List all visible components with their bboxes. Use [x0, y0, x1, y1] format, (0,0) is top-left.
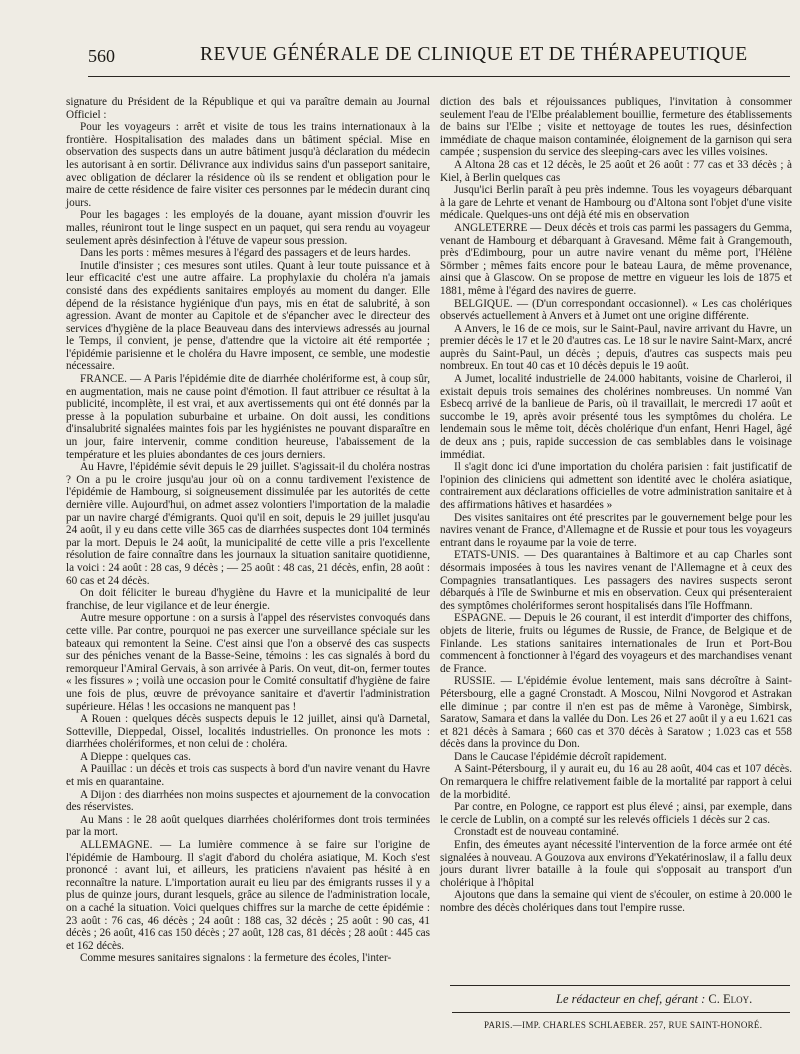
journal-title: REVUE GÉNÉRALE DE CLINIQUE ET DE THÉRAPEUTIQUE: [200, 44, 748, 65]
paragraph: Il s'agit donc ici d'une importation du choléra parisien : fait justificatif de l'opinion des cliniciens qui admettent son identité avec le choléra asiatique, contrairement aux déclarations officielles de votre administration sanitaire et à des affirmations hâtives et hasardées »: [440, 461, 792, 511]
footer-rule: [450, 985, 790, 986]
paragraph: diction des bals et réjouissances publiques, l'invitation à consommer seulement l'eau de l'Elbe préalablement bouillie, fermeture des établissements de bains sur l'Elbe ; visite et nettoyage de toutes les rues, désinfection immédiate de chaque maison contaminée, éloignement de la garnison qui sera campée ; suspension du service des sleeping-cars avec les villes voisines.: [440, 96, 792, 159]
right-column: [440, 96, 792, 915]
paragraph: A Altona 28 cas et 12 décès, le 25 août et 26 août : 77 cas et 33 décès ; à Kiel, à Berlin quelques cas: [440, 158, 792, 184]
paragraph: A Dijon : des diarrhées non moins suspectes et ajournement de la convocation des réservistes.: [66, 788, 430, 814]
paragraph: A Anvers, le 16 de ce mois, sur le Saint-Paul, navire arrivant du Havre, un premier décès le 17 et le 20 d'autres cas. Le 18 sur le navire Saint-Marx, ancré auprès du Saint-Paul, un décès ; depuis, d'autres cas suspects mais peu nombreux. En tout 40 cas et 10 décès depuis le 19 août.: [440, 322, 792, 373]
paragraph-allemagne: ALLEMAGNE. — La lumière commence à se faire sur l'origine de l'épidémie de Hambourg. Il s'agit d'abord du choléra asiatique, M. Koch s'est prononcé : avant lui, et ailleurs, les praticiens n'avaient pas hésité à en reconnaître la nature. L'importation aurait eu lieu par des émigrants russes il y a plus de quinze jours, durant lesquels, grâce au silence de l'administration locale, on a caché la situation. Voici quelques chiffres sur la marche de cette épidémie : 23 août : 76 cas, 46 décès ; 24 août : 188 cas, 32 décès ; 25 août : 90 cas, 41 décès ; 26 août, 416 cas 150 décès ; 27 août, 128 cas, 81 décès ; 28 août : 445 cas et 162 décès.: [66, 839, 430, 952]
paragraph: A Pauillac : un décès et trois cas suspects à bord d'un navire venant du Havre et mis en quarantaine.: [66, 763, 430, 789]
paragraph: Pour les bagages : les employés de la douane, ayant mission d'ouvrir les malles, réuniront tout le linge suspect en un paquet, qui sera rendu au voyageur seulement après désinfection à l'étuve de vapeur sous pression.: [66, 209, 430, 247]
editor-line: Le rédacteur en chef, gérant :: [556, 992, 706, 1006]
paragraph: A Dieppe : quelques cas.: [80, 750, 191, 763]
paragraph: Au Mans : le 28 août quelques diarrhées cholériformes dont trois terminées par la mort.: [66, 813, 430, 839]
footer-rule-lower: [452, 1012, 790, 1013]
paragraph: Enfin, des émeutes ayant nécessité l'intervention de la force armée ont été signalées à nouveau. A Gouzova aux environs d'Yekatérinoslaw, il a fallu deux jours durant livrer bataille à la foule qui s'opposait au transport d'un cholérique à l'hôpital: [440, 839, 792, 889]
paragraph: Ajoutons que dans la semaine qui vient de s'écouler, on estime à 20.000 le nombre des décès cholériques dans tout l'empire russe.: [440, 889, 792, 914]
editor-name: C. Eloy.: [708, 992, 753, 1006]
paragraph: Jusqu'ici Berlin paraît à peu près indemne. Tous les voyageurs débarquant à la gare de Lehrte et venant de Hambourg ou d'Altona sont l'objet d'une visite médicale. Quelques-uns ont déjà été mis en observation: [440, 184, 792, 222]
paragraph: On doit féliciter le bureau d'hygiène du Havre et la municipalité de leur franchise, de leur vigilance et de leur énergie.: [66, 587, 430, 612]
paragraph: Comme mesures sanitaires signalons : la fermeture des écoles, l'inter-: [80, 952, 392, 965]
paragraph: Dans le Caucase l'épidémie décroît rapidement.: [454, 750, 667, 763]
paragraph: Dans les ports : mêmes mesures à l'égard des passagers et de leurs hardes.: [80, 247, 411, 260]
paragraph: Par contre, en Pologne, ce rapport est plus élevé ; ainsi, par exemple, dans le cercle de Lublin, on a compté sur les relevés officiels 1 décès sur 2 cas.: [440, 801, 792, 826]
paragraph-etats-unis: ETATS-UNIS. — Des quarantaines à Baltimore et au cap Charles sont désormais imposées à tous les navires venant de l'Allemagne et à ceux des Compagnies transatlantiques. Les passagers des navires suspects seront débarqués à l'île de Swinburne et mis en observation. Ceux qui présenteraient des symptômes cholériformes seront hospitalisés dans l'île Hoffmann.: [440, 549, 792, 612]
paragraph: A Saint-Pétersbourg, il y aurait eu, du 16 au 28 août, 404 cas et 107 décès. On remarquera le chiffre relativement faible de la mortalité par rapport à celui de la morbidité.: [440, 763, 792, 801]
paragraph-belgique: BELGIQUE. — (D'un correspondant occasionnel). « Les cas cholériques observés actuellement à Anvers et à Jumet ont une origine différente.: [440, 297, 792, 323]
editor-signature: [556, 992, 752, 1007]
page-number: 560: [88, 46, 115, 66]
printer-imprint: PARIS.—IMP. CHARLES SCHLAEBER. 257, RUE SAINT-HONORÉ.: [484, 1020, 763, 1030]
paragraph: Cronstadt est de nouveau contaminé.: [454, 826, 619, 839]
left-column: [66, 96, 430, 965]
paragraph-france: FRANCE. — A Paris l'épidémie dite de diarrhée cholériforme est, à coup sûr, en augmentation, mais ne cause point d'émotion. Il faut attribuer ce résultat à la publicité, incomplète, il est vrai, et aux avertissements qui ont été donnés par la presse à la population suburbaine et urbaine. On doit aussi, les conditions d'insalubrité signalées maintes fois par les hygiénistes ne pouvant disparaître en un jour, faire intervenir, comme condition heureuse, l'abaissement de la température et les pluies abondantes de ces jours derniers.: [66, 373, 430, 461]
paragraph: Pour les voyageurs : arrêt et visite de tous les trains internationaux à la frontière. Hospitalisation des malades dans un bâtiment spécial. Mise en observation des suspects dans un autre bâtiment jusqu'à déclaration du médecin les autorisant à en sortir. Délivrance aux individus sains d'un passeport sanitaire, avec obligation de déclarer la résidence où ils se rendent et obligation pour le maire de cette résidence de faire visiter ces personnes par le médecin durant cinq jours.: [66, 121, 430, 209]
header-rule: [88, 76, 790, 77]
paragraph: Au Havre, l'épidémie sévit depuis le 29 juillet. S'agissait-il du choléra nostras ? On a pu le croire jusqu'au jour où on a connu tardivement l'existence de l'épidémie de Hambourg, si soigneusement dissimulée par les autorités de cette dernière ville. Aujourd'hui, on admet assez volontiers l'importation de la maladie par un navire chargé d'émigrants. Quoi qu'il en soit, depuis le 29 juillet jusqu'au 24 août, il y eu dans cette ville 365 cas de diarrhées suspectes dont 104 terminés par la mort. Depuis le 24 août, la municipalité de cette ville a pris l'excellente résolution de faire connaître dans les journaux la situation sanitaire quotidienne, la voici : 24 août : 28 cas, 9 décès ; — 25 août : 48 cas, 21 décès, enfin, 28 août : 60 cas et 24 décès.: [66, 461, 430, 587]
paragraph-angleterre: ANGLETERRE — Deux décès et trois cas parmi les passagers du Gemma, venant de Hambourg et débarquant à Gravesand. Même fait à Grangemouth, près d'Edimbourg, pour un autre navire venant du même port, l'Hélène Sörmber ; mêmes faits encore pour le bateau Laura, de même provenance, ainsi que à Glascow. On se propose de mettre en vigueur les lois de 1875 et 1881, même à l'égard des navires de guerre.: [440, 221, 792, 297]
paragraph: Inutile d'insister ; ces mesures sont utiles. Quant à leur toute puissance et à leur efficacité c'est une autre affaire. La prophylaxie du choléra n'a jamais consisté dans des expédients sanitaires employés au moment du danger. Elle dépend de la résistance hygiénique d'un pays, mis en état de salubrité, à son agression. Avant de monter au Capitole et de s'épancher avec le directeur des services d'hygiène de la place Beauveau dans des interviews adressés au journal le Temps, il convient, je pense, d'attendre que la victoire ait été remportée ; l'épidémie parisienne et le choléra du Havre imposent, ce semble, une modestie nécessaire.: [66, 259, 430, 373]
paragraph: Des visites sanitaires ont été prescrites par le gouvernement belge pour les navires venant de France, d'Allemagne et de Russie et pour tous les voyageurs entrant dans le royaume par la voie de terre.: [440, 511, 792, 549]
paragraph: signature du Président de la République et qui va paraître demain au Journal Officiel :: [66, 96, 430, 121]
paragraph: Autre mesure opportune : on a sursis à l'appel des réservistes convoqués dans cette ville. Par contre, pourquoi ne pas exercer une surveillance spéciale sur les bateaux qui remontent la Seine. C'est ainsi que l'on a observé des cas suspects sur des péniches venant de la Basse-Seine, témoins : les cas signalés à bord du remorqueur l'Amiral Gervais, à son arrivée à Paris. On veut, dit-on, fermer toutes « les fissures » ; voilà une occasion pour le Comité consultatif d'hygiène de faire une fois de plus, œuvre de prévoyance sanitaire et d'avertir l'administration supérieure. Hélas ! les occasions ne manquent pas !: [66, 612, 430, 713]
paragraph: A Jumet, localité industrielle de 24.000 habitants, voisine de Charleroi, il existait depuis trois semaines des cholérines nombreuses. Un nommé Van Esbecq arrivé de la banlieue de Paris, où il travaillait, le mercredi 17 août et succombe le 19, après avoir présenté tous les symptômes du choléra. Le lendemain sous le même toit, décès cholérique d'un enfant, Henri Hagel, âgé de deux ans ; puis, rapide succession de cas semblables dans le voisinage immédiat.: [440, 373, 792, 461]
paragraph-espagne: ESPAGNE. — Depuis le 26 courant, il est interdit d'importer des chiffons, objets de literie, fruits ou légumes de Russie, de France, de Belgique et de Finlande. Les stations sanitaires internationales de Irun et Port-Bou commencent à fonctionner à l'égard des voyageurs et des marchandises venant de France.: [440, 612, 792, 675]
paragraph-russie: RUSSIE. — L'épidémie évolue lentement, mais sans décroître à Saint-Pétersbourg, elle a gagné Cronstadt. A Moscou, Nilni Novgorod et Astrakan elle diminue ; par contre il n'en est pas de même à Varonège, Simbirsk, Saratow, Samara et dans la vallée du Don. Les 26 et 27 août il y a eu 1.621 cas et 821 décès à Samara ; 660 cas et 370 décès à Saratow ; 1.023 cas et 558 décès dans la province du Don.: [440, 675, 792, 751]
paragraph: A Rouen : quelques décès suspects depuis le 12 juillet, ainsi qu'à Darnetal, Sotteville, Dieppedal, Oissel, localités industrielles. On prononce les mots : diarrhées cholériformes, et non celui de : choléra.: [66, 713, 430, 751]
